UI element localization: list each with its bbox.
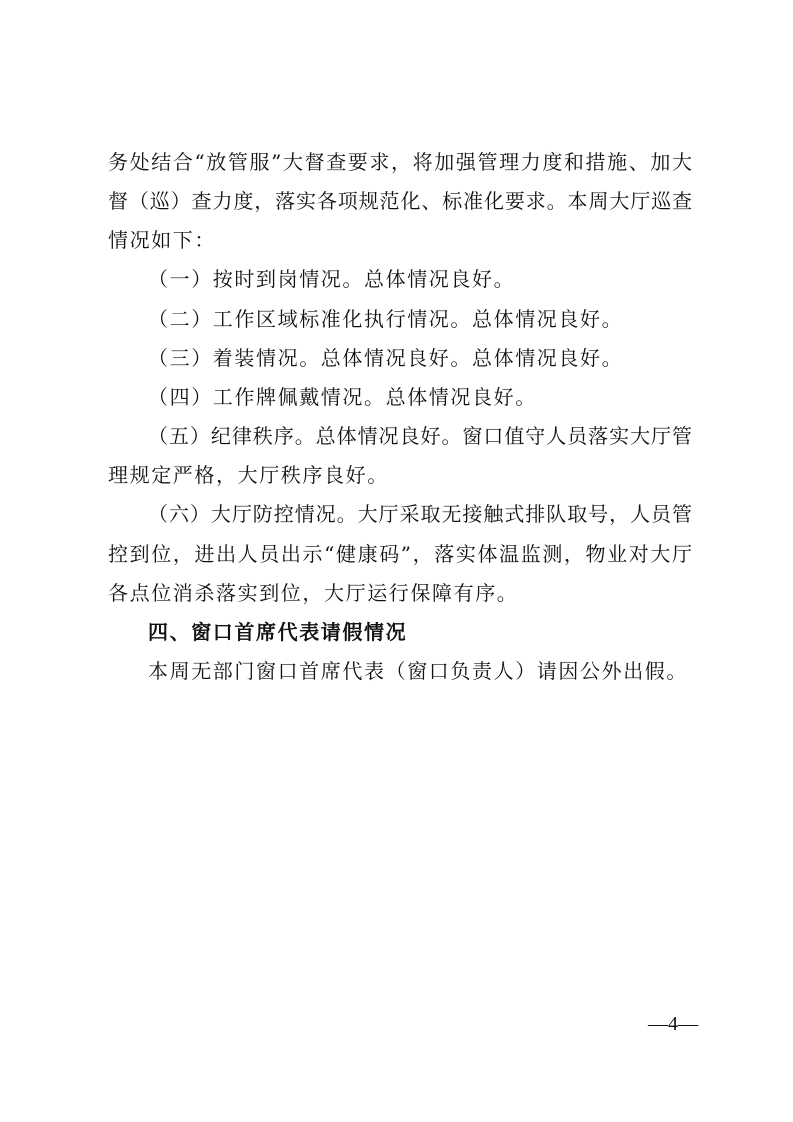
inspection-item-3: （三）着装情况。总体情况良好。总体情况良好。 (148, 346, 624, 370)
inspection-item-5: （五）纪律秩序。总体情况良好。窗口值守人员落实大厅管 (148, 424, 692, 448)
body-text-line: 督（巡）查力度，落实各项规范化、标准化要求。本周大厅巡查 (108, 189, 692, 213)
body-text-line: 情况如下： (108, 228, 216, 252)
inspection-item-6-continued: 各点位消杀落实到位，大厅运行保障有序。 (108, 581, 519, 605)
inspection-item-4: （四）工作牌佩戴情况。总体情况良好。 (148, 385, 537, 409)
inspection-item-5-continued: 理规定严格，大厅秩序良好。 (108, 463, 389, 487)
section-heading: 四、窗口首席代表请假情况 (148, 620, 408, 644)
inspection-item-6-continued: 控到位，进出人员出示“健康码”，落实体温监测，物业对大厅 (108, 542, 692, 566)
inspection-item-6: （六）大厅防控情况。大厅采取无接触式排队取号，人员管 (148, 502, 692, 526)
section-body: 本周无部门窗口首席代表（窗口负责人）请因公外出假。 (148, 659, 688, 683)
inspection-item-2: （二）工作区域标准化执行情况。总体情况良好。 (148, 307, 624, 331)
inspection-item-1: （一）按时到岗情况。总体情况良好。 (148, 267, 516, 291)
page-number: —4— (648, 1013, 698, 1035)
body-text-line: 务处结合“放管服”大督查要求，将加强管理力度和措施、加大 (108, 150, 692, 174)
